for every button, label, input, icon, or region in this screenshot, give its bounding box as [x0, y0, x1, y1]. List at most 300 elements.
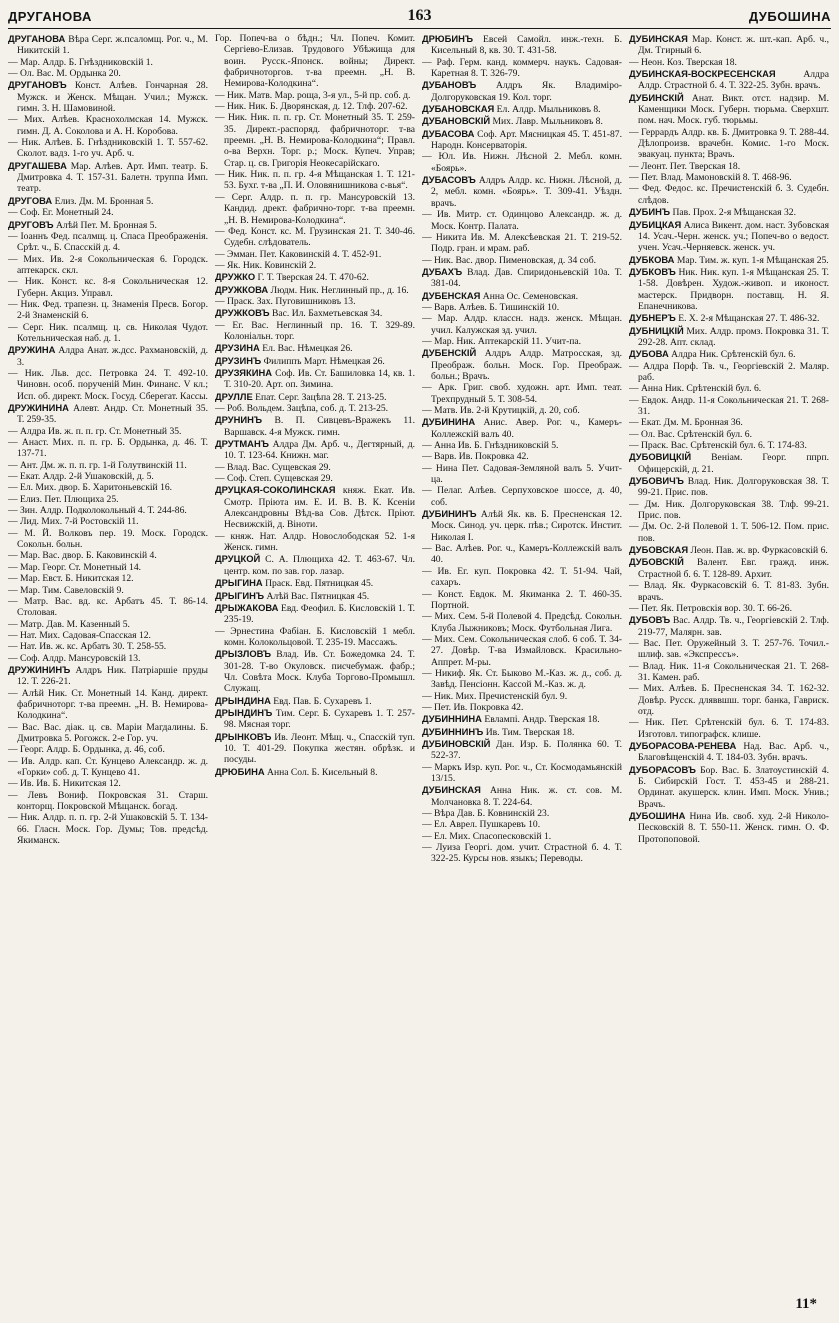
- entry-surname: ДУБОВА: [629, 348, 669, 360]
- entry-text: — Алдра Ив. ж. п. п. гр. Ст. Монетный 35.: [8, 425, 182, 437]
- directory-entry: [215, 648, 415, 694]
- running-head-right: ДУБОШИНА: [748, 8, 831, 24]
- entry-text: — Эмман. Пет. Каковинскій 4. Т. 452-91.: [215, 248, 382, 260]
- entry-surname: ДУБКОВА: [629, 253, 675, 265]
- directory-entry: [422, 726, 622, 738]
- entry-text: — Евдок. Андр. 11-я Сокольническая 21. Т. 268-31.: [629, 394, 829, 417]
- entry-text: — Ник. Фед. трапезн. ц. Знаменія Пресв. Богор. 2-й Знаменскій 6.: [8, 298, 208, 322]
- entry-text: — Елиз. Пет. Плющиха 25.: [8, 493, 119, 505]
- directory-entry: [422, 209, 622, 232]
- directory-entry: [215, 731, 415, 766]
- directory-entry: [8, 460, 208, 471]
- directory-entry: [215, 414, 415, 438]
- entry-surname: ДУБАСОВА: [422, 127, 475, 139]
- page-number: 163: [407, 7, 432, 24]
- directory-entry: [422, 290, 622, 302]
- directory-entry: [215, 33, 415, 90]
- entry-text: Анна Ник. ж. ст. сов. М. Молчановка 8. Т. 224-64.: [431, 785, 622, 808]
- directory-entry: [215, 307, 415, 319]
- directory-entry: [422, 808, 622, 819]
- directory-entry: [8, 33, 208, 57]
- entry-text: — Раф. Герм. канд. коммерч. наукъ. Садовая-Каретная 8. Т. 326-79.: [422, 56, 622, 80]
- directory-entry: [8, 664, 208, 688]
- entry-text: — Маркъ Изр. куп. Рог. ч., Ст. Космодамьянскій 13/15.: [422, 761, 622, 784]
- entry-text: — Ник. Ник. Б. Дворянская, д. 12. Тлф. 207-62.: [215, 101, 408, 113]
- directory-entry: [629, 254, 829, 266]
- entry-text: Алдръ Алдр. кс. Нижн. Лѣсной, д. 2, мебл. комн. «Боярь». Т. 309-41. Уѣздн. врачъ.: [431, 175, 622, 209]
- directory-entry: [422, 691, 622, 702]
- entry-surname: ДРУЖИНИНА: [8, 402, 69, 413]
- directory-entry: [422, 842, 622, 865]
- entry-text: Бор. Вас. Б. Златоустинскій 4. Б. Сибирскій Гост. Т. 453-45 и 288-21. Ординат. акушерск. клин. Имп. Моск. Унив.; Врачъ.: [638, 764, 829, 810]
- entry-text: Г. Т. Тверская 24. Т. 470-62.: [257, 272, 369, 284]
- entry-text: — Мар. Георг. Ст. Монетный 14.: [8, 561, 142, 573]
- entry-text: Влад. Ник. Долгоруковская 38. Т. 99-21. Прис. пов.: [638, 476, 829, 499]
- entry-text: Соф. Ив. Ст. Башиловка 14, кв. 1. Т. 310-20. Арт. оп. Зимина.: [224, 367, 415, 391]
- entry-text: Мар. Конст. ж. шт.-кап. Арб. ч., Дм. Тгирный 6.: [638, 34, 829, 57]
- directory-entry: [215, 101, 415, 112]
- entry-surname: ДРУГОВЪ: [8, 218, 54, 230]
- entry-text: — Анаст. Мих. п. п. гр. Б. Ордынка, д. 46. Т. 137-71.: [8, 437, 208, 460]
- directory-entry: [422, 508, 622, 543]
- directory-entry: [422, 831, 622, 842]
- entry-text: Е. Х. 2-я Мѣщанская 27. Т. 486-32.: [678, 313, 820, 325]
- entry-text: — Алдра Порф. Тв. ч., Георгіевскій 2. Маляр. раб.: [629, 360, 829, 383]
- directory-entry: [422, 255, 622, 266]
- entry-text: Епат. Серг. Зацѣпа 28. Т. 213-25.: [255, 391, 387, 403]
- directory-entry: [629, 638, 829, 661]
- entry-text: Ив. Тим. Тверская 18.: [485, 726, 575, 738]
- entry-surname: ДРЫЖАКОВА: [215, 601, 279, 613]
- entry-text: — Влад. Вас. Сущевская 29.: [215, 461, 331, 473]
- entry-surname: ДУБОРАСОВА-РЕНЕВА: [629, 739, 737, 751]
- entry-surname: ДРЫНДИНА: [215, 694, 271, 706]
- directory-entry: [215, 284, 415, 296]
- entry-surname: ДРУЖКОВА: [215, 283, 269, 295]
- directory-entry: [8, 344, 208, 368]
- entry-surname: ДУБИНЪ: [629, 206, 671, 218]
- directory-entry: [8, 299, 208, 322]
- entry-text: В. П. Сивцевъ-Вражекъ 11. Варшавск. 4-я Мужск. гимн.: [224, 415, 415, 438]
- directory-entry: [8, 322, 208, 345]
- directory-entry: [422, 451, 622, 462]
- directory-entry: [422, 702, 622, 713]
- directory-entry: [422, 416, 622, 440]
- entry-surname: ДУБАНОВСКІЙ: [422, 115, 491, 127]
- entry-text: — Як. Ник. Ковинскій 2.: [215, 259, 317, 271]
- entry-text: Евсей Самойл. инж.-техн. Б. Кисельный 8, кв. 30. Т. 431-58.: [431, 34, 622, 57]
- directory-entry: [8, 160, 208, 195]
- directory-entry: [629, 764, 829, 810]
- entry-text: — Юл. Ив. Нижн. Лѣсной 2. Мебл. комн. «Боярь».: [422, 151, 622, 174]
- entry-text: Анна Сол. Б. Кисельный 8.: [267, 766, 378, 778]
- directory-entry: [215, 438, 415, 462]
- directory-entry: [629, 219, 829, 254]
- entry-text: — Мих. Сем. 5-й Полевой 4. Предсѣд. Сокольн. Клуба Лыжниковъ; Моск. Футбольная Лига.: [422, 611, 622, 634]
- entry-text: — Зин. Алдр. Подколокольный 4. Т. 244-86.: [8, 505, 187, 517]
- entry-text: — Праск. Зах. Пуговишниковъ 13.: [215, 295, 356, 307]
- directory-entry: [8, 573, 208, 584]
- entry-surname: ДРУЖИНА: [8, 344, 56, 356]
- directory-entry: [8, 630, 208, 641]
- entry-surname: ДУБЕНСКІЙ: [422, 347, 477, 359]
- entry-surname: ДУБИНИНЪ: [422, 508, 477, 520]
- directory-entry: [629, 395, 829, 418]
- entry-text: — Ант. Дм. ж. п. п. гр. 1-й Голутвинскій 11.: [8, 459, 187, 471]
- directory-entry: [422, 336, 622, 347]
- directory-entry: [8, 585, 208, 596]
- directory-entry: [422, 382, 622, 405]
- entry-text: — Нат. Мих. Садовая-Спасская 12.: [8, 629, 151, 641]
- entry-surname: ДУБАСОВЪ: [422, 174, 476, 186]
- directory-entry: [215, 766, 415, 778]
- directory-entry: [215, 192, 415, 226]
- entry-text: — Мар. Ник. Аптекарскій 11. Учит-па.: [422, 335, 582, 347]
- entry-text: княж. Екат. Ив. Смотр. Пріюта им. Е. И. В. В. К. Ксеніи Александровны Вѣд-ва Сов. Дѣтск. Пріют. Несвижскій, д. Віноти.: [224, 485, 415, 531]
- entry-text: — Екат. Алдр. 2-й Ушаковскій, д. 5.: [8, 471, 154, 483]
- directory-entry: [629, 57, 829, 68]
- entry-surname: ДУБАХЪ: [422, 265, 463, 277]
- directory-entry: [215, 473, 415, 484]
- entry-text: — Арк. Григ. своб. художн. арт. Имп. теат. Трехпрудный 5. Т. 308-54.: [422, 382, 622, 405]
- entry-text: — Серг. Ник. псалмщ. ц. св. Николая Чудот. Котельническая наб. д. 1.: [8, 321, 208, 344]
- directory-entry: [215, 391, 415, 403]
- entry-text: Леон. Пав. ж. вр. Фуркасовскій 6.: [690, 545, 828, 557]
- directory-entry: [215, 367, 415, 391]
- entry-surname: ДРУГОВА: [8, 194, 53, 206]
- directory-entry: [422, 79, 622, 103]
- entry-text: Евд. Пав. Б. Сухаревъ 1.: [273, 695, 372, 707]
- entry-surname: ДУБЕНСКАЯ: [422, 289, 481, 301]
- entry-text: Конст. Алѣев. Гончарная 28. Мужск. и Женск. Мѣщан. Учил.; Мужск. гимн. 3. Н. Шамовиной.: [17, 80, 208, 115]
- entry-surname: ДУБОВИЦКІЙ: [629, 451, 692, 463]
- entry-text: Соф. Арт. Мясницкая 45. Т. 451-87. Народн. Консерваторія.: [431, 128, 622, 152]
- entry-text: — Вас. Пет. Оружейный 3. Т. 257-76. Точил.-шлиф. зав. «Экспрессъ».: [629, 637, 829, 661]
- directory-entry: [8, 550, 208, 561]
- directory-entry: [629, 312, 829, 324]
- directory-entry: [629, 92, 829, 127]
- directory-entry: [422, 634, 622, 668]
- entry-text: — Серг. Алдр. п. п. гр. Мансуровскій 13. Кандид. дрект. фабрично-торг. т-ва преемн. „Н. В. Немирова-Колодкина“.: [215, 191, 415, 226]
- directory-entry: [629, 440, 829, 451]
- directory-entry: [215, 403, 415, 414]
- entry-surname: ДРЫНКОВЪ: [215, 730, 272, 742]
- directory-entry: [8, 756, 208, 779]
- entry-text: — Праск. Вас. Срѣтенскій бул. 6. Т. 174-83.: [629, 440, 807, 452]
- entry-text: Алдра Дм. Арб. ч., Дегтярный, д. 10. Т. 123-64. Книжн. маг.: [224, 439, 415, 462]
- directory-entry: [629, 661, 829, 684]
- directory-entry: [422, 115, 622, 127]
- directory-entry: [215, 320, 415, 343]
- entry-text: Вѣра Серг. ж.псаломщ. Рог. ч., М. Никитскій 1.: [17, 34, 208, 57]
- entry-text: Пав. Прох. 2-я Мѣщанская 32.: [672, 207, 796, 219]
- directory-entry: [629, 383, 829, 394]
- directory-entry: [215, 602, 415, 626]
- entry-text: — Соф. Алдр. Мансуровскій 13.: [8, 652, 141, 664]
- directory-entry: [629, 161, 829, 172]
- entry-text: — Варв. Алѣев. Б. Тишинскій 10.: [422, 301, 560, 313]
- directory-entry: [422, 347, 622, 382]
- entry-text: — Мих. Сем. Сокольническая слоб. 6 соб. Т. 34-27. Довѣр. Т-ва Измайловск. Красильно-Аппрет. М-ры.: [422, 633, 622, 668]
- entry-text: — Анна Ив. Б. Гнѣздниковскій 5.: [422, 440, 559, 452]
- directory-entry: [8, 402, 208, 426]
- directory-entry: [8, 596, 208, 619]
- entry-text: Ел. Вас. Нѣмецкая 26.: [262, 343, 353, 355]
- entry-text: — Никиф. Як. Ст. Быково М.-Каз. ж. д., соб. д. Завѣд. Пенсіонн. Кассой М.-Каз. ж. д.: [422, 667, 622, 691]
- entry-text: — Анна Ник. Срѣтенскій бул. 6.: [629, 383, 762, 395]
- directory-entry: [215, 553, 415, 577]
- page-header: [8, 4, 831, 29]
- entry-text: — Пелаг. Алѣев. Серпуховское шоссе, д. 40, соб.: [422, 485, 622, 508]
- directory-entry: [422, 543, 622, 566]
- entry-text: — Ел. Мих. Спасопесковскій 1.: [422, 830, 552, 842]
- entry-text: — Ник. Ник. п. п. гр. Ст. Монетный 35. Т. 259-35. Директ.-распоряд. фабричноторг. т-ва преемн. „Н. В. Немирова-Колодкина“; Правл. о-ва Верхн. Торг. р.; Моск. Купеч. Управ; Стар. ц. св. Григорія Неокесарійскаго.: [215, 112, 415, 169]
- entry-text: — Конст. Евдок. М. Якиманка 2. Т. 460-35. Портной.: [422, 588, 622, 611]
- directory-entry: [422, 589, 622, 612]
- entry-text: — Ник. Алдр. п. п. гр. 2-й Ушаковскій 5. Т. 134-66. Гласн. Моск. Гор. Думы; Тов. предсѣд. Якиманск.: [8, 812, 208, 847]
- entry-text: Людм. Ник. Неглинный пр., д. 16.: [270, 284, 409, 296]
- directory-entry: [215, 626, 415, 649]
- directory-entry: [215, 355, 415, 367]
- entry-text: — Ник. Вас. двор. Пименовская, д. 34 соб.: [422, 254, 597, 266]
- entry-text: — Фед. Федос. кс. Пречистенскій б. 3. Судебн. слѣдов.: [629, 183, 829, 206]
- entry-text: — Ник. Матв. Мар. роща, 3-я ул., 5-й пр. соб. д.: [215, 89, 411, 101]
- directory-entry: [215, 590, 415, 602]
- directory-entry: [8, 254, 208, 277]
- entry-text: — княж. Нат. Алдр. Новослободская 52. 1-я Женск. гимн.: [215, 530, 415, 554]
- entry-surname: ДРУЖКО: [215, 271, 256, 283]
- directory-entry: [8, 471, 208, 482]
- directory-entry: [422, 405, 622, 416]
- entry-text: — Мар. Вас. двор. Б. Каковинскій 4.: [8, 550, 157, 562]
- entry-text: Мар. Тим. ж. куп. 1-я Мѣщанская 25.: [676, 254, 829, 266]
- entry-surname: ДРЫНДИНЪ: [215, 706, 273, 718]
- entry-text: Анна Ос. Семеновская.: [482, 290, 578, 302]
- entry-text: — Пет. Влад. Мамоновскій 8. Т. 468-96.: [629, 172, 792, 184]
- entry-surname: ДУБИНИНА: [422, 416, 476, 428]
- entry-surname: ДУБИНСКАЯ: [629, 33, 688, 44]
- entry-text: — Ег. Вас. Неглинный пр. 16. Т. 329-89. Колоніальн. торг.: [215, 319, 415, 342]
- directory-entry: [629, 417, 829, 428]
- entry-surname: ДРЫГИНЪ: [215, 589, 265, 601]
- directory-entry: [422, 266, 622, 290]
- entry-surname: ДРУЦКАЯ-СОКОЛИНСКАЯ: [215, 484, 336, 496]
- directory-entry: [422, 668, 622, 691]
- entry-text: — Ив. Ег. куп. Покровка 42. Т. 51-94. Чай, сахаръ.: [422, 565, 622, 589]
- directory-entry: [629, 810, 829, 845]
- entry-text: Алдръ Як. Владиміро-Долгоруковская 19. Кол. торг.: [431, 80, 622, 103]
- entry-text: — Ол. Вас. Срѣтенскій бул. 6.: [629, 428, 752, 440]
- entry-text: Праск. Евд. Пятницкая 45.: [265, 578, 374, 590]
- entry-text: Мих. Лавр. Мыльниковъ 8.: [492, 116, 603, 128]
- entry-text: Влад. Ив. Ст. Божедомка 24. Т. 301-28. Т-во Окуловск. писчебумаж. фабр.; Чл. Совѣта Моск. Клуба Торгово-Промышл. Служащ.: [224, 649, 416, 695]
- entry-text: — Эрнестина Фабіан. Б. Кисловскій 1 мебл. комн. Колокольцовой. Т. 235-19. Массажъ.: [215, 625, 415, 648]
- entry-text: Вас. Алдр. Тв. ч., Георгіевскій 2. Тлф. 219-77, Малярн. зав.: [638, 615, 829, 638]
- directory-entry: [215, 577, 415, 589]
- entry-text: Нина Ив. своб. худ. 2-й Николо-Песковскій 8. Т. 550-11. Женск. гимн. О. Ф. Протопоповой.: [638, 811, 829, 845]
- directory-entry: [422, 57, 622, 80]
- entry-text: — Пет. Як. Петровскія вор. 30. Т. 66-26.: [629, 602, 792, 614]
- entry-text: — Нат. Ив. ж. кс. Арбатъ 30. Т. 258-55.: [8, 641, 167, 653]
- entry-text: Алѣй Пет. М. Бронная 5.: [56, 219, 157, 231]
- entry-surname: ДРУЗИНА: [215, 342, 260, 354]
- entry-text: — Леонт. Пет. Тверская 18.: [629, 160, 741, 172]
- entry-surname: ДУБОРАСОВЪ: [629, 763, 696, 775]
- entry-text: Веніам. Георг. ппрп. Офицерскій, д. 21.: [638, 452, 829, 475]
- entry-text: — Ник. Мих. Пречистенскій бул. 9.: [422, 690, 568, 702]
- entry-surname: ДРУЖИНИНЪ: [8, 663, 71, 675]
- directory-entry: [629, 683, 829, 717]
- directory-entry: [215, 249, 415, 260]
- directory-entry: [629, 206, 829, 218]
- entry-surname: ДРУГАНОВА: [8, 33, 66, 44]
- directory-entry: [629, 429, 829, 440]
- entry-text: — Варв. Ив. Покровка 42.: [422, 451, 529, 463]
- directory-entry: [8, 276, 208, 299]
- entry-text: — Ив. Алдр. кап. Ст. Кунцево Александр. ж. д. «Горки» соб. д. Т. Кунцево 41.: [8, 755, 208, 778]
- entry-text: — Лид. Мих. 7-й Ростовскій 11.: [8, 516, 139, 528]
- entry-surname: ДУБИННИНА: [422, 713, 482, 725]
- directory-entry: [629, 33, 829, 57]
- entry-text: Анат. Викт. отст. надзир. М. Каменщики Моск. Губерн. тюрьма. Сверхшт. пом. нач. Моск. губ. тюрьмы.: [638, 92, 829, 127]
- entry-text: — Геррардъ Алдр. кв. Б. Дмитровка 9. Т. 288-44. Дѣлопроизв. врачебн. Комис. 1-го Моск. эвакуац. пункта; Врачъ.: [629, 126, 829, 161]
- entry-surname: ДУБОВСКІЙ: [629, 556, 684, 568]
- directory-entry: [422, 819, 622, 830]
- directory-entry: [629, 717, 829, 740]
- entry-text: Дан. Изр. Б. Полянка 60. Т. 522-37.: [431, 738, 622, 762]
- entry-text: — Матр. Вас. вд. кс. Арбатъ 45. Т. 86-14. Столовая.: [8, 595, 208, 619]
- column-3: [422, 33, 624, 1291]
- directory-entry: [215, 90, 415, 101]
- directory-entry: [629, 127, 829, 161]
- directory-entry: [215, 296, 415, 307]
- directory-entry: [8, 57, 208, 68]
- directory-entry: [215, 695, 415, 707]
- directory-entry: [422, 485, 622, 508]
- entry-text: — Вѣра Дав. Б. Ковнинскій 23.: [422, 808, 550, 820]
- directory-entry: [215, 342, 415, 354]
- entry-surname: ДРУНИНЪ: [215, 414, 263, 426]
- entry-surname: ДРУЖКОВЪ: [215, 307, 270, 319]
- entry-text: — Дм. Ос. 2-й Полевой 1. Т. 506-12. Пом. прис. пов.: [629, 521, 829, 544]
- directory-entry: [629, 614, 829, 638]
- directory-entry: [8, 494, 208, 505]
- entry-surname: ДРУЗЯКИНА: [215, 366, 273, 378]
- directory-entry: [422, 762, 622, 785]
- entry-surname: ДУБОВЪ: [629, 614, 671, 626]
- entry-text: Мар. Алѣев. Арт. Имп. театр. Б. Дмитровка 4. Т. 157-31. Балетн. труппа Имп. театр.: [17, 160, 208, 195]
- entry-text: Алдръ Алдр. Матросская, зд. Преображ. больн. Моск. Гор. Преображ. больн.; Врачъ.: [431, 348, 622, 382]
- entry-text: Елиз. Дм. М. Бронная 5.: [54, 195, 154, 207]
- entry-surname: ДРЫГИНА: [215, 577, 263, 589]
- directory-entry: [8, 653, 208, 664]
- entry-text: — Ол. Вас. М. Ордынка 20.: [8, 68, 121, 80]
- directory-entry: [422, 738, 622, 762]
- directory-entry: [629, 544, 829, 556]
- column-2: [215, 33, 417, 1291]
- entry-text: Евлампі. Андр. Тверская 18.: [484, 714, 600, 726]
- entry-text: — Левъ Вониф. Покровская 31. Старш. конторщ. Покровской Мѣщанск. богад.: [8, 789, 208, 813]
- entry-text: Алиса Викент. дом. наст. Зубовская 14. Усач.-Черн. женск. уч.; Попеч-во о ведост. учен. Усач.-Черняевск. женск. уч.: [638, 219, 829, 254]
- entry-surname: ДУБИНОВСКІЙ: [422, 737, 491, 749]
- entry-text: Анис. Авер. Рог. ч., Камеръ-Коллежскій валъ 40.: [431, 417, 622, 440]
- entry-surname: ДУБКОВЪ: [629, 265, 676, 277]
- entry-text: С. А. Плющиха 42. Т. 463-67. Чл. центр. ком. по зав. гор. лазар.: [224, 554, 415, 577]
- entry-surname: ДРУЦКОЙ: [215, 553, 261, 565]
- directory-columns: [8, 33, 831, 1291]
- entry-text: — Ник. Конст. кс. 8-я Сокольническая 12. Губерн. Акциз. Управл.: [8, 276, 208, 299]
- directory-entry: [422, 463, 622, 486]
- directory-entry: [629, 499, 829, 522]
- entry-text: — Соф. Степ. Сущевская 29.: [215, 473, 333, 485]
- entry-surname: ДУБИЦКАЯ: [629, 218, 682, 230]
- entry-surname: ДУБОВСКАЯ: [629, 544, 689, 556]
- entry-text: — Ник. Льв. дсс. Петровка 24. Т. 492-10. Чиновн. особ. порученій Мин. Финанс. V кл.; Исп. об. директ. Моск. Госуд. Сберегат. Кассы.: [8, 367, 208, 402]
- directory-entry: [215, 484, 415, 530]
- directory-entry: [215, 707, 415, 731]
- entry-text: — Ник. Ник. п. п. гр. 4-я Мѣщанская 1. Т. 121-53. Бухг. т-ва „П. И. Оловянишникова с-вья“.: [215, 169, 415, 192]
- column-4: [629, 33, 831, 1291]
- directory-entry: [8, 219, 208, 231]
- directory-entry: [629, 266, 829, 312]
- entry-text: Валент. Евг. гражд. инж. Страстной б. 6. Т. 128-89. Архит.: [638, 557, 829, 580]
- entry-text: — Мих. Алѣев. Б. Пресненская 34. Т. 162-32. Довѣр. Русск. дляввшш. торг. банка, Гавриск. отд.: [629, 683, 829, 717]
- entry-text: — Мих. Ив. 2-я Сокольническая 6. Городск. аптекарск. скл.: [8, 253, 208, 276]
- entry-surname: ДРЫЗЛОВЪ: [215, 648, 272, 660]
- directory-entry: [8, 68, 208, 79]
- directory-entry: [422, 566, 622, 589]
- directory-entry: [629, 325, 829, 349]
- entry-text: — Луиза Георгі. дом. учит. Страстной б. 4. Т. 322-25. Курсы нов. языкъ; Переводы.: [422, 842, 622, 865]
- entry-text: — Влад. Як. Фуркасовскій 6. Т. 81-83. Зубн. врачъ.: [629, 580, 829, 603]
- entry-text: — Ив. Митр. ст. Одинцово Александр. ж. д. Моск. Контр. Палата.: [422, 209, 622, 232]
- entry-text: — Мар. Евст. Б. Никитская 12.: [8, 573, 134, 585]
- directory-entry: [8, 812, 208, 846]
- directory-entry: [629, 580, 829, 603]
- entry-text: Влад. Дав. Спиридоньевскій 10а. Т. 381-04.: [431, 266, 622, 290]
- directory-entry: [8, 79, 208, 114]
- entry-surname: ДУБОВИЧЪ: [629, 475, 684, 487]
- entry-text: Над. Вас. Арб. ч., Благовѣщенскій 4. Т. 184-03. Зубн. врачъ.: [638, 740, 829, 764]
- entry-text: — Іоаннъ Фед. псалмщ. ц. Спаса Преображенія. Срѣт. ч., Б. Спасскій д. 4.: [8, 230, 208, 254]
- directory-entry: [8, 562, 208, 573]
- directory-entry: [215, 462, 415, 473]
- directory-entry: [422, 713, 622, 725]
- entry-text: Тим. Серг. Б. Сухаревъ 1. Т. 257-98. Мясная торг.: [224, 707, 415, 731]
- entry-surname: ДРУТМАНЪ: [215, 438, 269, 450]
- entry-surname: ДУБИННИНЪ: [422, 725, 484, 737]
- entry-text: — Дм. Ник. Долгоруковская 38. Тлф. 99-21. Прис. пов.: [629, 498, 829, 522]
- directory-entry: [8, 641, 208, 652]
- entry-text: — Никита Ив. М. Алексѣевская 21. Т. 219-52. Подр. гран. и мрам. раб.: [422, 231, 622, 255]
- directory-entry: [215, 112, 415, 169]
- entry-surname: ДРУЛЛЕ: [215, 390, 253, 402]
- directory-entry: [8, 688, 208, 722]
- entry-surname: ДУБАНОВСКАЯ: [422, 103, 495, 115]
- directory-entry: [215, 226, 415, 249]
- entry-text: — Ел. Аврел. Пушкаревъ 10.: [422, 819, 541, 831]
- directory-entry: [629, 451, 829, 475]
- entry-surname: ДУБНИЦКІЙ: [629, 324, 684, 336]
- directory-entry: [8, 426, 208, 437]
- entry-text: Ник. Ник. куп. 1-я Мѣщанская 25. Т. 1-58. Довѣрен. Худож.-живоп. и иконост. мастерск. Придворн. поставщ. Н. Я. Епанечникова.: [638, 266, 829, 312]
- directory-entry: [629, 521, 829, 544]
- entry-text: — Матв. Ив. 2-й Крутицкій, д. 20, соб.: [422, 405, 580, 416]
- entry-text: — Неон. Коз. Тверская 18.: [629, 56, 737, 68]
- entry-text: — Мар. Тим. Савеловскій 9.: [8, 584, 124, 596]
- entry-surname: ДРУГАНОВЪ: [8, 79, 67, 91]
- directory-entry: [629, 348, 829, 360]
